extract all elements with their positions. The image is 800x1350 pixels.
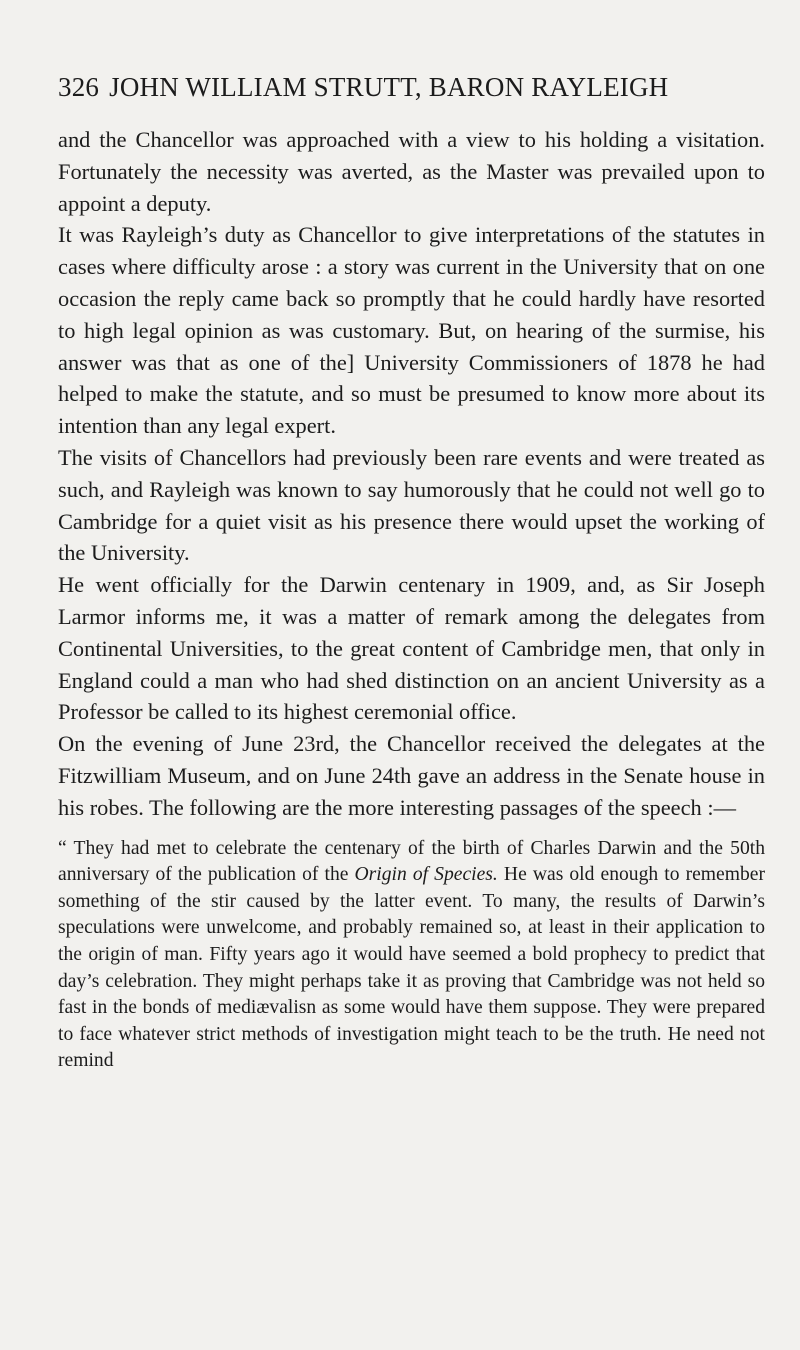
book-page bbox=[58, 70, 765, 1075]
paragraph-chancellor-visitation: and the Chancellor was approached with a view to his holding a visitation. Fortunately the necessity was averted, as the Master was prevailed upon to appoint a deputy. bbox=[58, 127, 765, 216]
running-header bbox=[58, 70, 765, 104]
quote-book-title: Origin of Species. bbox=[354, 864, 498, 886]
paragraph-statute-interpretation: It was Rayleigh’s duty as Chancellor to give interpretations of the statutes in cases where difficulty arose : a story was current in the University that on one occasion the reply came back so promptly that he could hardly have resorted to high legal opinion as was customary. But, on hearing of the surmise, his answer was that as one of the] University Commissioners of 1878 he had helped to make the statute, and so must be presumed to know more about its intention than any legal expert. bbox=[58, 222, 765, 439]
running-title: JOHN WILLIAM STRUTT, BARON RAYLEIGH bbox=[109, 72, 669, 102]
quotation-paragraph bbox=[58, 836, 765, 1075]
body-text bbox=[58, 124, 765, 824]
paragraph-darwin-centenary: He went officially for the Darwin centenary in 1909, and, as Sir Joseph Larmor informs me, it was a matter of remark among the delegates from Continental Universities, to the great content of Cambridge men, that only in England could a man who had shed distinction on an ancient University as a Professor be called to its highest ceremonial office. bbox=[58, 572, 765, 725]
speech-quotation bbox=[58, 836, 765, 1075]
paragraph-june-events: On the evening of June 23rd, the Chancellor received the delegates at the Fitzwilliam Museum, and on June 24th gave an address in the Senate house in his robes. The following are the more interesting passages of the speech :— bbox=[58, 731, 765, 820]
paragraph-chancellor-visits: The visits of Chancellors had previously been rare events and were treated as such, and Rayleigh was known to say humorously that he could not well go to Cambridge for a quiet visit as his presence there would upset the working of the University. bbox=[58, 444, 765, 566]
quote-text-before-title: “ They had met to celebrate the centenary of the birth of Charles Darwin and the 50th anniversary of the publication of the bbox=[58, 837, 765, 886]
quote-text-after-title: He was old enough to remember something of the stir caused by the latter event. To many, the results of Darwin’s speculations were unwelcome, and probably remained so, at least in their application to the origin of man. Fifty years ago it would have seemed a bold prophecy to predict that day’s celebration. They might perhaps take it as proving that Cambridge was not held so fast in the bonds of mediævalisn as some would have them suppose. They were prepared to face whatever strict methods of investigation might teach to be the truth. He need not remind bbox=[58, 864, 765, 1072]
page-number: 326 bbox=[58, 72, 100, 102]
